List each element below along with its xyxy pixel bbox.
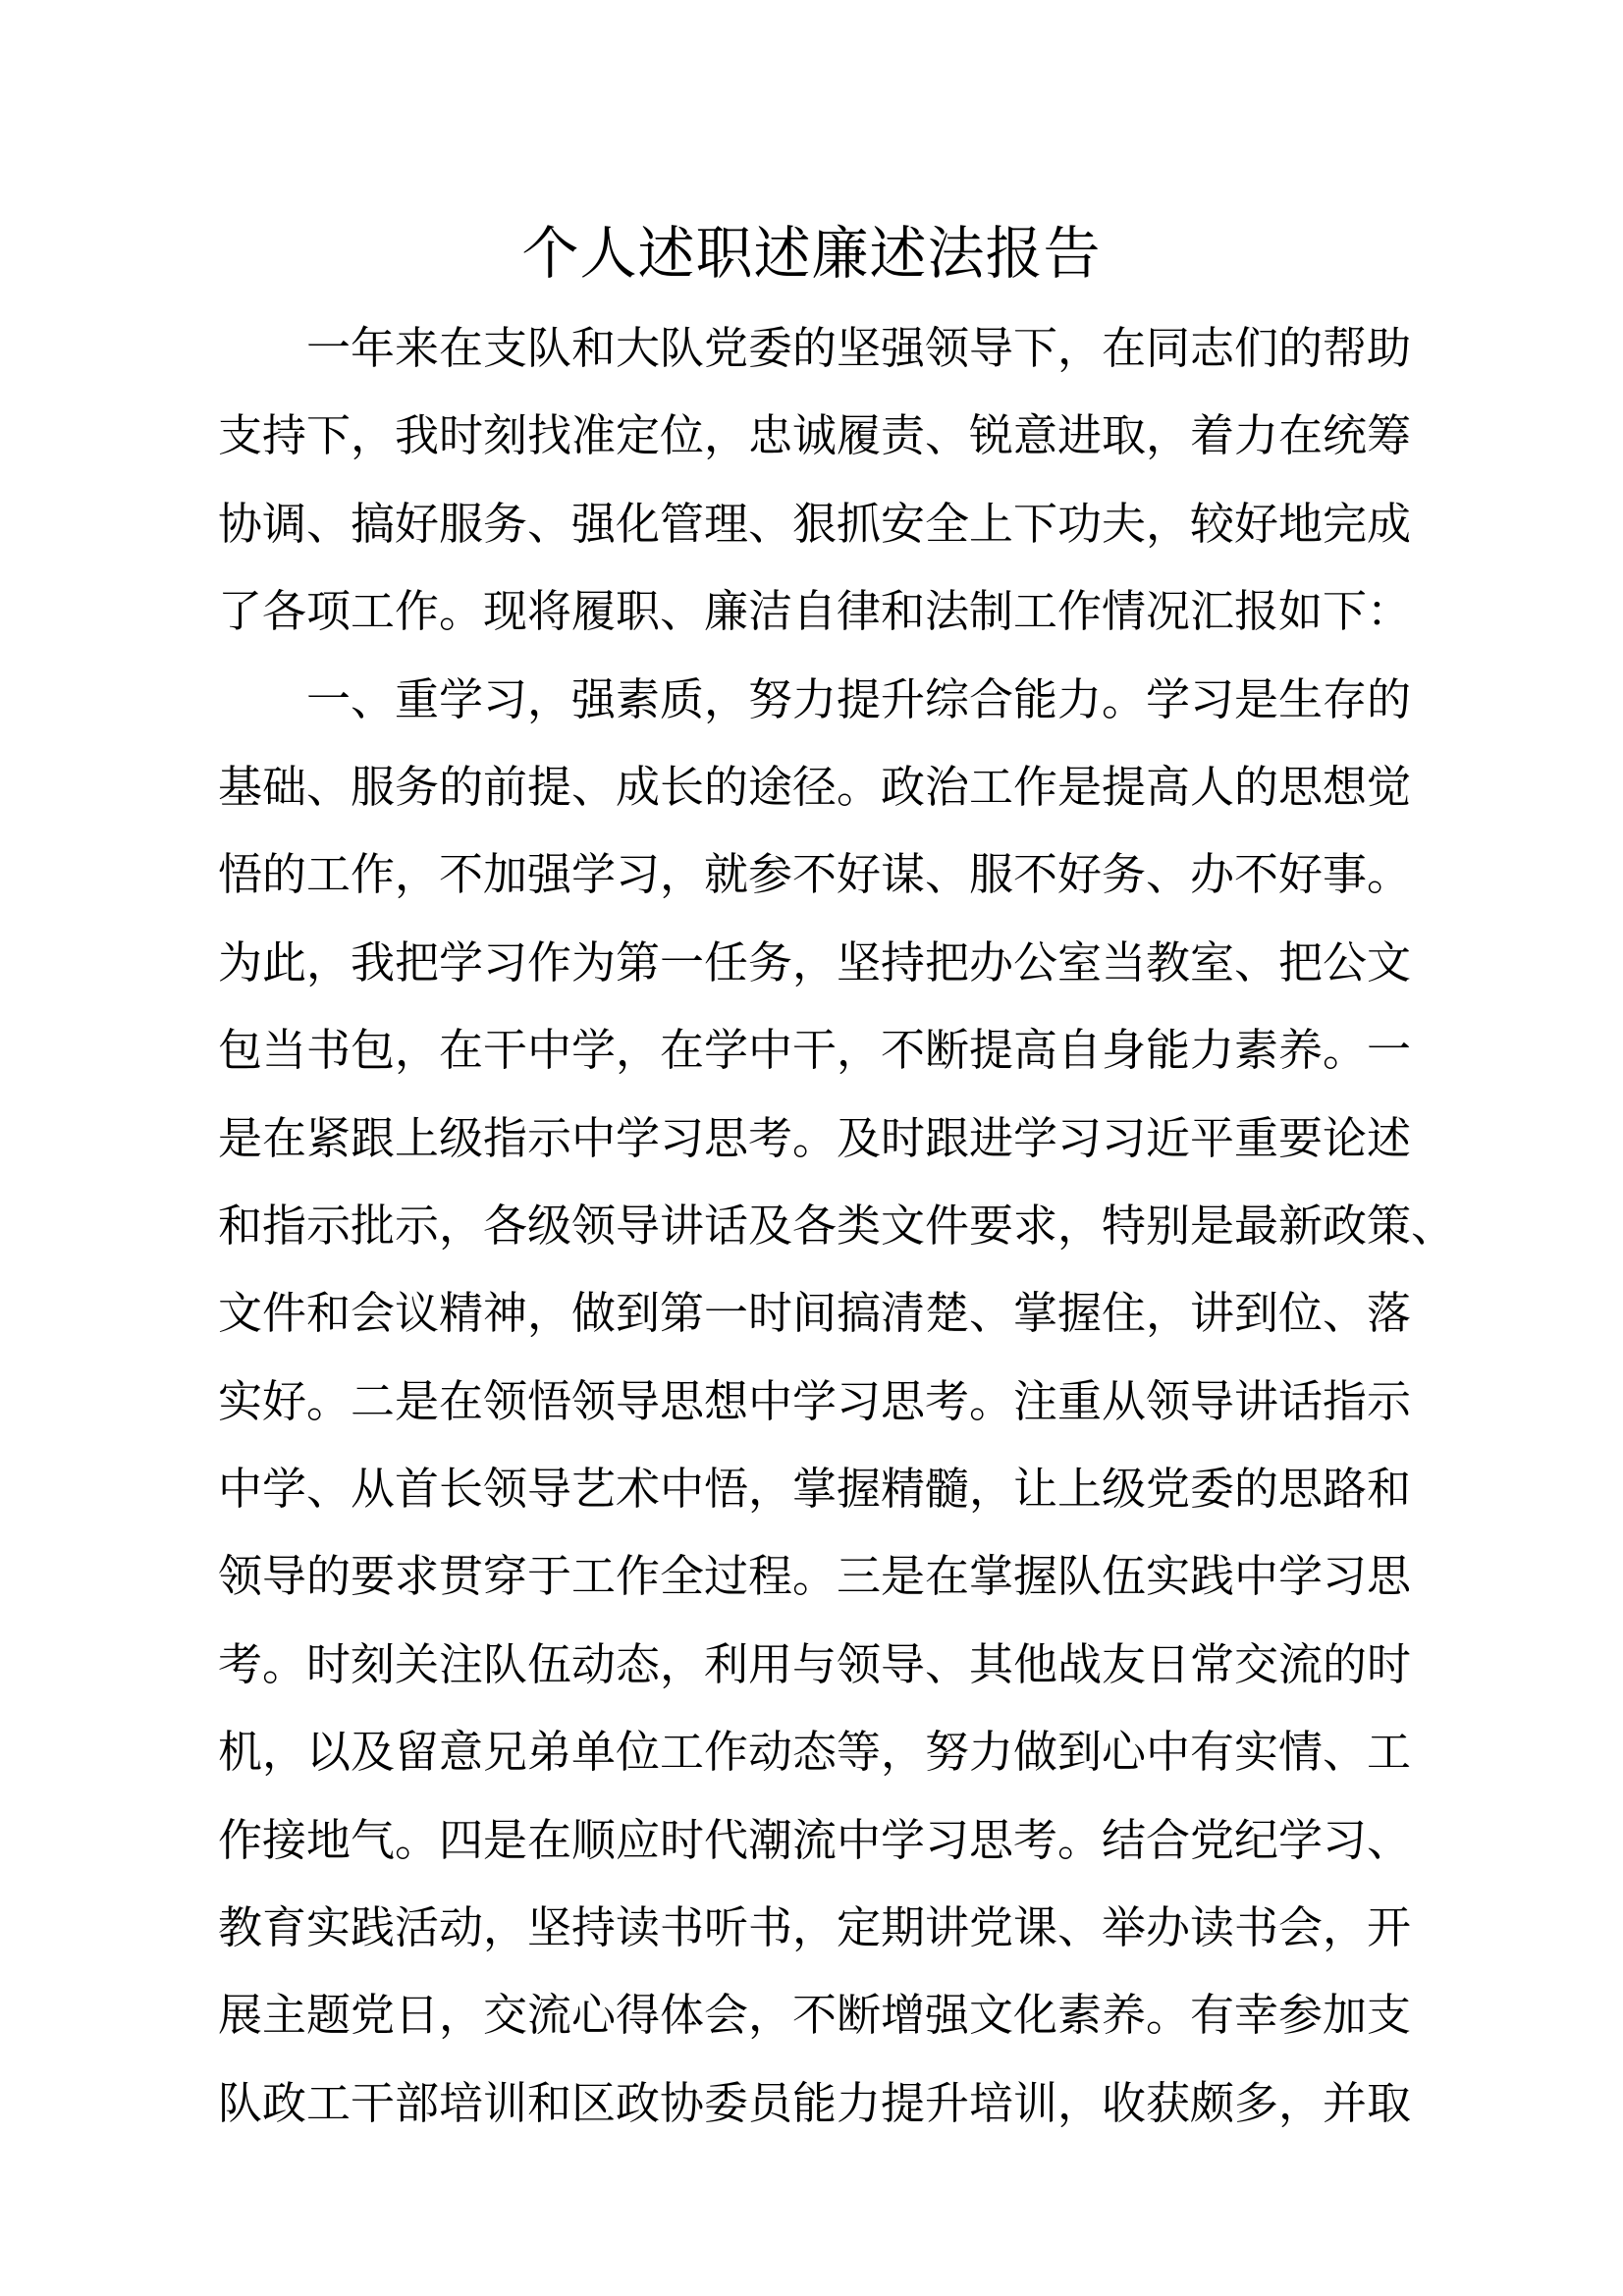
body-line: 实好。二是在领悟领导思想中学习思考。注重从领导讲话指示 xyxy=(218,1374,1412,1427)
body-line: 机，以及留意兄弟单位工作动态等，努力做到心中有实情、工 xyxy=(218,1726,1412,1779)
body-line: 支持下，我时刻找准定位，忠诚履责、锐意进取，着力在统筹 xyxy=(218,409,1412,462)
body-line: 了各项工作。现将履职、廉洁自律和法制工作情况汇报如下： xyxy=(218,585,1412,638)
body-line: 一、重学习，强素质，努力提升综合能力。学习是生存的 xyxy=(218,672,1412,725)
body-line: 协调、搞好服务、强化管理、狠抓安全上下功夫，较好地完成 xyxy=(218,497,1412,550)
body-line: 基础、服务的前提、成长的途径。政治工作是提高人的思想觉 xyxy=(218,760,1412,813)
body-line: 展主题党日，交流心得体会，不断增强文化素养。有幸参加支 xyxy=(218,1989,1412,2042)
body-line: 领导的要求贯穿于工作全过程。三是在掌握队伍实践中学习思 xyxy=(218,1550,1412,1603)
body-line: 作接地气。四是在顺应时代潮流中学习思考。结合党纪学习、 xyxy=(218,1813,1412,1866)
document-title: 个人述职述廉述法报告 xyxy=(521,220,1102,287)
body-line: 包当书包，在干中学，在学中干，不断提高自身能力素养。一 xyxy=(218,1024,1412,1077)
body-line: 为此，我把学习作为第一任务，坚持把办公室当教室、把公文 xyxy=(218,935,1412,988)
document-body xyxy=(218,304,1456,2147)
body-line: 和指示批示，各级领导讲话及各类文件要求，特别是最新政策、 xyxy=(218,1199,1456,1252)
body-line: 考。时刻关注队伍动态，利用与领导、其他战友日常交流的时 xyxy=(218,1637,1412,1690)
body-line: 一年来在支队和大队党委的坚强领导下，在同志们的帮助 xyxy=(218,322,1412,374)
body-line: 中学、从首长领导艺术中悟，掌握精髓，让上级党委的思路和 xyxy=(218,1463,1412,1516)
body-line: 是在紧跟上级指示中学习思考。及时跟进学习习近平重要论述 xyxy=(218,1111,1412,1164)
body-line: 文件和会议精神，做到第一时间搞清楚、掌握住，讲到位、落 xyxy=(218,1287,1412,1340)
body-line: 教育实践活动，坚持读书听书，定期讲党课、举办读书会，开 xyxy=(218,1901,1412,1954)
body-line: 队政工干部培训和区政协委员能力提升培训，收获颇多，并取 xyxy=(218,2076,1412,2129)
body-line: 悟的工作，不加强学习，就参不好谋、服不好务、办不好事。 xyxy=(218,848,1412,901)
